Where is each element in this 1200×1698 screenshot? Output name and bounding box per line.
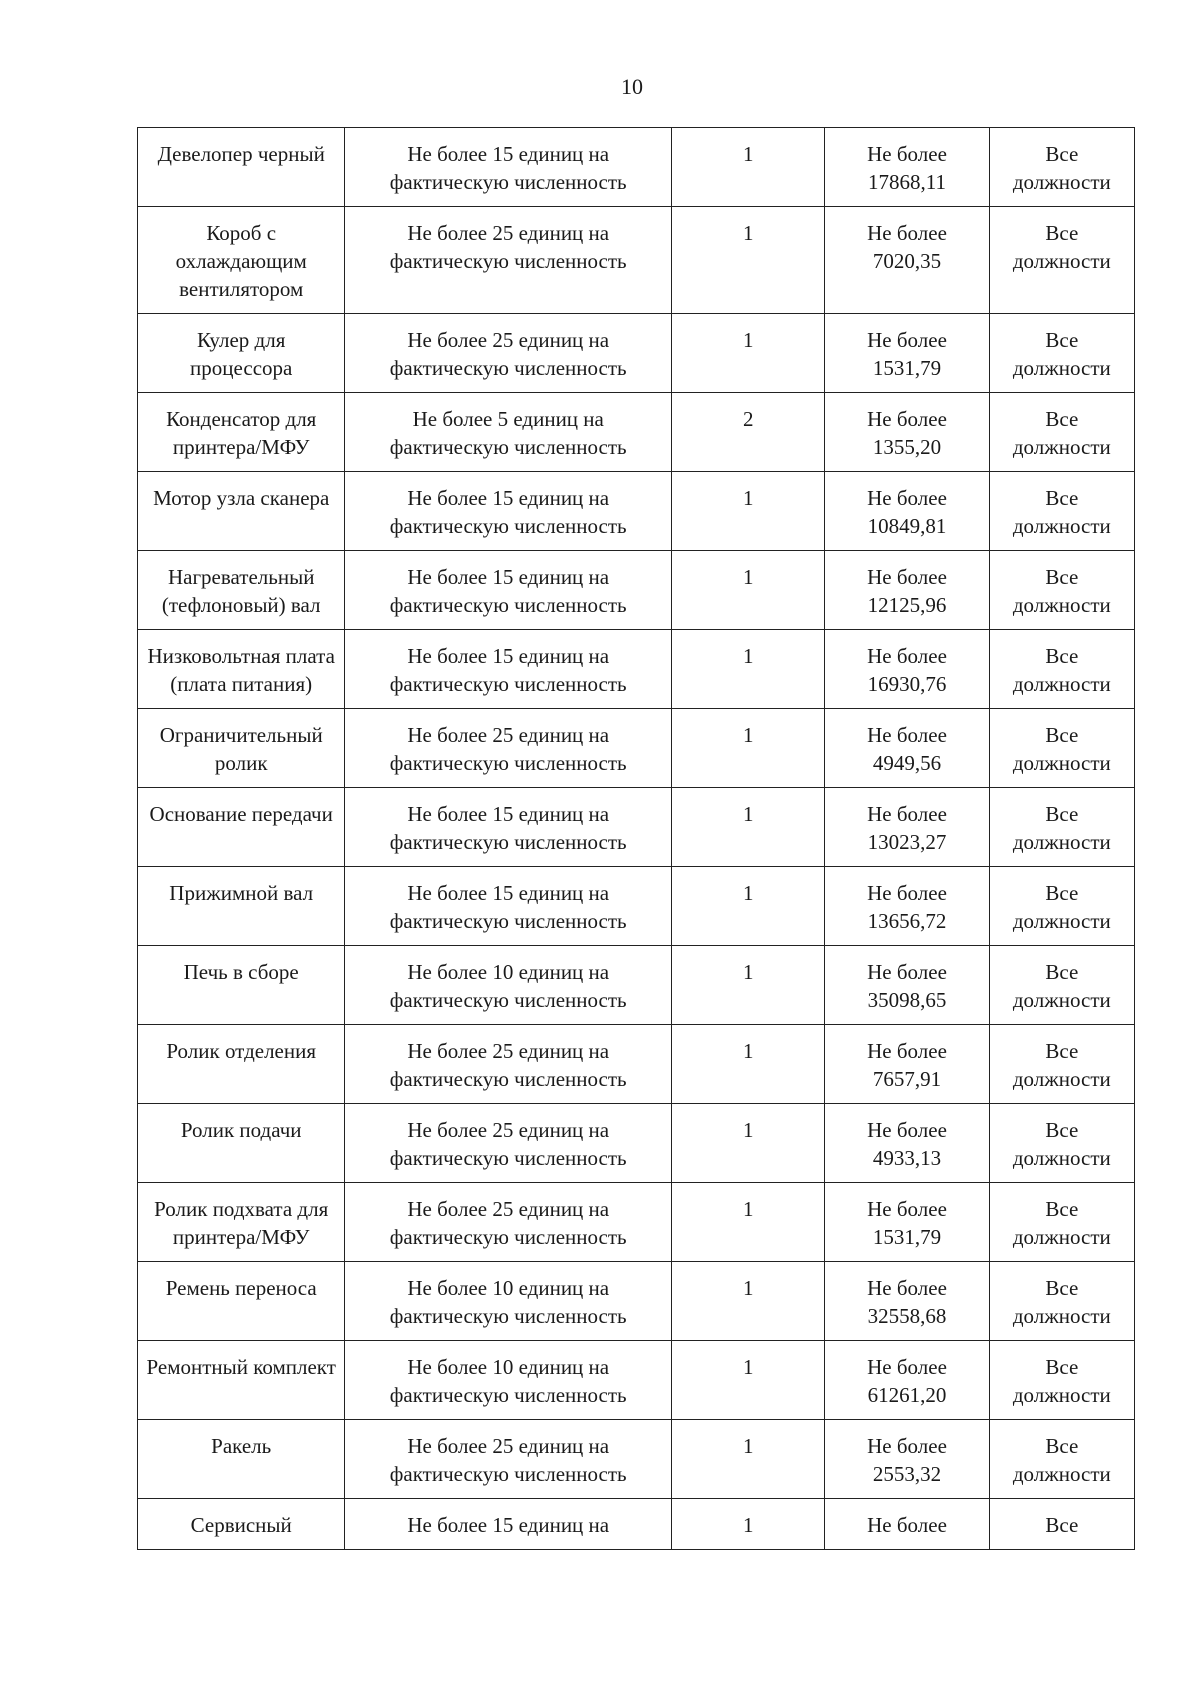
- quantity-norm-cell: Не более 10 единиц на фактическую численность: [345, 1341, 672, 1420]
- positions-cell: Все: [989, 1499, 1134, 1550]
- table-row: [138, 314, 1135, 393]
- price-cell: Не более 35098,65: [825, 946, 989, 1025]
- table-row: [138, 472, 1135, 551]
- count-cell: 1: [672, 1499, 825, 1550]
- price-cell: Не более 1531,79: [825, 1183, 989, 1262]
- count-cell: 1: [672, 946, 825, 1025]
- positions-cell: Все должности: [989, 393, 1134, 472]
- count-cell: 1: [672, 551, 825, 630]
- positions-cell: Все должности: [989, 1341, 1134, 1420]
- item-name-cell: Ролик отделения: [138, 1025, 345, 1104]
- quantity-norm-cell: Не более 25 единиц на фактическую численность: [345, 314, 672, 393]
- positions-cell: Все должности: [989, 788, 1134, 867]
- item-name-cell: Ремонтный комплект: [138, 1341, 345, 1420]
- price-cell: Не более 1531,79: [825, 314, 989, 393]
- table-row: [138, 207, 1135, 314]
- price-cell: Не более 4933,13: [825, 1104, 989, 1183]
- positions-cell: Все должности: [989, 867, 1134, 946]
- count-cell: 1: [672, 1104, 825, 1183]
- count-cell: 1: [672, 1183, 825, 1262]
- quantity-norm-cell: Не более 10 единиц на фактическую численность: [345, 1262, 672, 1341]
- positions-cell: Все должности: [989, 128, 1134, 207]
- positions-cell: Все должности: [989, 551, 1134, 630]
- price-cell: Не более 7020,35: [825, 207, 989, 314]
- table-row: [138, 1104, 1135, 1183]
- item-name-cell: Ролик подхвата для принтера/МФУ: [138, 1183, 345, 1262]
- quantity-norm-cell: Не более 25 единиц на фактическую численность: [345, 1104, 672, 1183]
- count-cell: 1: [672, 788, 825, 867]
- price-cell: Не более 13023,27: [825, 788, 989, 867]
- quantity-norm-cell: Не более 15 единиц на фактическую численность: [345, 788, 672, 867]
- quantity-norm-cell: Не более 15 единиц на фактическую численность: [345, 867, 672, 946]
- table-row: [138, 1420, 1135, 1499]
- positions-cell: Все должности: [989, 946, 1134, 1025]
- quantity-norm-cell: Не более 10 единиц на фактическую численность: [345, 946, 672, 1025]
- quantity-norm-cell: Не более 15 единиц на фактическую численность: [345, 128, 672, 207]
- quantity-norm-cell: Не более 15 единиц на фактическую численность: [345, 472, 672, 551]
- table-row: [138, 1025, 1135, 1104]
- count-cell: 1: [672, 207, 825, 314]
- item-name-cell: Короб с охлаждающим вентилятором: [138, 207, 345, 314]
- price-cell: Не более 7657,91: [825, 1025, 989, 1104]
- item-name-cell: Девелопер черный: [138, 128, 345, 207]
- table-row: [138, 1499, 1135, 1550]
- table-row: [138, 551, 1135, 630]
- quantity-norm-cell: Не более 15 единиц на: [345, 1499, 672, 1550]
- item-name-cell: Сервисный: [138, 1499, 345, 1550]
- price-cell: Не более: [825, 1499, 989, 1550]
- positions-cell: Все должности: [989, 472, 1134, 551]
- table-row: [138, 709, 1135, 788]
- table-row: [138, 1341, 1135, 1420]
- positions-cell: Все должности: [989, 709, 1134, 788]
- price-cell: Не более 32558,68: [825, 1262, 989, 1341]
- positions-cell: Все должности: [989, 314, 1134, 393]
- positions-cell: Все должности: [989, 1025, 1134, 1104]
- positions-cell: Все должности: [989, 1104, 1134, 1183]
- count-cell: 1: [672, 1262, 825, 1341]
- table-row: [138, 788, 1135, 867]
- item-name-cell: Конденсатор для принтера/МФУ: [138, 393, 345, 472]
- item-name-cell: Ограничительный ролик: [138, 709, 345, 788]
- quantity-norm-cell: Не более 25 единиц на фактическую численность: [345, 207, 672, 314]
- count-cell: 1: [672, 128, 825, 207]
- count-cell: 1: [672, 1025, 825, 1104]
- price-cell: Не более 13656,72: [825, 867, 989, 946]
- items-table: [137, 127, 1135, 1550]
- table-row: [138, 1262, 1135, 1341]
- item-name-cell: Прижимной вал: [138, 867, 345, 946]
- table-row: [138, 867, 1135, 946]
- item-name-cell: Нагревательный (тефлоновый) вал: [138, 551, 345, 630]
- count-cell: 1: [672, 1341, 825, 1420]
- table-row: [138, 630, 1135, 709]
- quantity-norm-cell: Не более 25 единиц на фактическую численность: [345, 1420, 672, 1499]
- positions-cell: Все должности: [989, 1262, 1134, 1341]
- price-cell: Не более 12125,96: [825, 551, 989, 630]
- table-row: [138, 946, 1135, 1025]
- count-cell: 1: [672, 709, 825, 788]
- item-name-cell: Ракель: [138, 1420, 345, 1499]
- count-cell: 1: [672, 472, 825, 551]
- page-number: 10: [621, 74, 643, 99]
- count-cell: 1: [672, 867, 825, 946]
- quantity-norm-cell: Не более 25 единиц на фактическую численность: [345, 1183, 672, 1262]
- table-row: [138, 393, 1135, 472]
- positions-cell: Все должности: [989, 1183, 1134, 1262]
- quantity-norm-cell: Не более 15 единиц на фактическую численность: [345, 551, 672, 630]
- count-cell: 2: [672, 393, 825, 472]
- item-name-cell: Кулер для процессора: [138, 314, 345, 393]
- item-name-cell: Ролик подачи: [138, 1104, 345, 1183]
- price-cell: Не более 61261,20: [825, 1341, 989, 1420]
- item-name-cell: Низковольтная плата (плата питания): [138, 630, 345, 709]
- price-cell: Не более 1355,20: [825, 393, 989, 472]
- positions-cell: Все должности: [989, 1420, 1134, 1499]
- positions-cell: Все должности: [989, 630, 1134, 709]
- count-cell: 1: [672, 314, 825, 393]
- positions-cell: Все должности: [989, 207, 1134, 314]
- price-cell: Не более 16930,76: [825, 630, 989, 709]
- quantity-norm-cell: Не более 25 единиц на фактическую численность: [345, 1025, 672, 1104]
- price-cell: Не более 2553,32: [825, 1420, 989, 1499]
- item-name-cell: Мотор узла сканера: [138, 472, 345, 551]
- quantity-norm-cell: Не более 15 единиц на фактическую численность: [345, 630, 672, 709]
- item-name-cell: Ремень переноса: [138, 1262, 345, 1341]
- quantity-norm-cell: Не более 25 единиц на фактическую численность: [345, 709, 672, 788]
- item-name-cell: Печь в сборе: [138, 946, 345, 1025]
- count-cell: 1: [672, 630, 825, 709]
- price-cell: Не более 10849,81: [825, 472, 989, 551]
- table-row: [138, 1183, 1135, 1262]
- price-cell: Не более 4949,56: [825, 709, 989, 788]
- table-row: [138, 128, 1135, 207]
- item-name-cell: Основание передачи: [138, 788, 345, 867]
- quantity-norm-cell: Не более 5 единиц на фактическую численность: [345, 393, 672, 472]
- count-cell: 1: [672, 1420, 825, 1499]
- price-cell: Не более 17868,11: [825, 128, 989, 207]
